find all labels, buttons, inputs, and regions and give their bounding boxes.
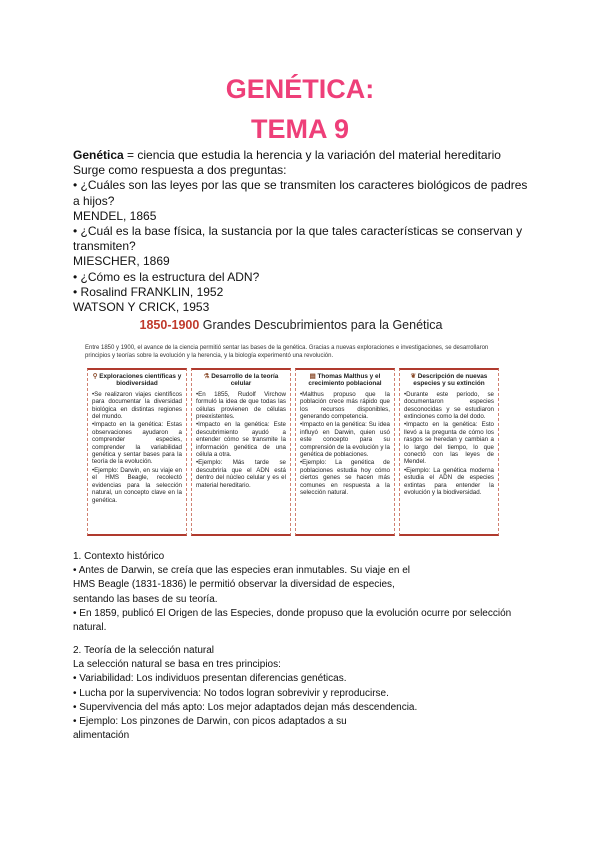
page-subtitle: TEMA 9 — [250, 114, 349, 144]
section-line: La selección natural se basa en tres principios: — [73, 659, 281, 671]
column-paragraph: •Ejemplo: La genética moderna estudia el ADN de especies extintas para entender la evolución y la biodiversidad. — [404, 466, 494, 497]
section-heading: 2. Teoría de la selección natural — [73, 645, 215, 656]
section-line: natural. — [73, 622, 107, 634]
column-heading: ▤ Thomas Malthus y el crecimiento poblacional — [308, 373, 382, 388]
section-seleccion-natural — [73, 644, 543, 743]
column-exploraciones — [87, 368, 187, 536]
column-paragraph: •Impacto en la genética: Su idea influyó en Darwin, quien usó este concepto para su comprensión de la evolución y la genética de poblaciones. — [300, 421, 390, 459]
section-line: • Supervivencia del más apto: Los mejor adaptados dejan más descendencia. — [73, 701, 418, 713]
intro-line: • Rosalind FRANKLIN, 1952 — [73, 284, 224, 299]
definition-text: = ciencia que estudia la herencia y la variación del material hereditario — [123, 148, 501, 162]
intro-line: • ¿Cuáles son las leyes por las que se transmiten los caracteres biológicos de padres a hijos? — [73, 178, 528, 208]
section-line: • Lucha por la supervivencia: No todos logran sobrevivir y reproducirse. — [73, 687, 389, 699]
infographic-columns — [87, 368, 499, 536]
column-especies — [399, 368, 499, 536]
intro-line: MENDEL, 1865 — [73, 208, 157, 223]
column-heading: ❦ Descripción de nuevas especies y su extinción — [410, 373, 488, 388]
microscope-icon: ⚗ — [203, 373, 212, 380]
column-paragraph: •En 1855, Rudolf Virchow formuló la idea de que todas las células provienen de células preexistentes. — [196, 390, 286, 421]
section-line: • Antes de Darwin, se creía que las especies eran inmutables. Su viaje en el — [73, 565, 411, 577]
column-teoria-celular — [191, 368, 291, 536]
intro-line: • ¿Cómo es la estructura del ADN? — [73, 269, 260, 284]
column-heading: ⚗ Desarrollo de la teoría celular — [203, 373, 279, 388]
column-malthus — [295, 368, 395, 536]
column-paragraph: •Malthus propuso que la población crece más rápido que los recursos disponibles, generando competencia. — [300, 390, 390, 421]
column-paragraph: •Durante este período, se documentaron especies desconocidas y se estudiaron extinciones como la del dodo. — [404, 390, 494, 421]
intro-line: MIESCHER, 1869 — [73, 254, 170, 269]
page-title: GENÉTICA: — [225, 74, 375, 104]
column-paragraph: •Ejemplo: La genética de poblaciones estudia hoy cómo ciertos genes se hacen más comunes en respuesta a la selección natural. — [300, 459, 390, 497]
intro-line: Surge como respuesta a dos preguntas: — [73, 163, 287, 178]
column-heading: ⚲ Exploraciones científicas y biodiversidad — [92, 373, 182, 388]
column-paragraph: •Impacto en la genética: Estas observaciones ayudaron a comprender especies, comprender la variabilidad genética y sentar bases para la teoría de la evolución. — [92, 421, 182, 466]
definition-term: Genética — [73, 148, 124, 162]
column-paragraph: •Ejemplo: Darwin, en su viaje en el HMS Beagle, recolectó evidencias para la selección natural, un concepto clave en la genética. — [92, 466, 182, 504]
infographic-years: 1850-1900 — [139, 318, 200, 332]
section-line: sentando las bases de su teoría. — [73, 593, 218, 605]
column-paragraph: •Ejemplo: Más tarde se descubriría que el ADN está dentro del núcleo celular y es el material hereditario. — [196, 459, 286, 489]
section-contexto-historico — [73, 550, 543, 635]
magnifier-icon: ⚲ — [92, 373, 100, 380]
column-paragraph: •Se realizaron viajes científicos para documentar la diversidad biológica en distintas regiones del mundo. — [92, 390, 182, 421]
section-heading: 1. Contexto histórico — [73, 551, 165, 562]
column-paragraph: •Impacto en la genética: Este descubrimiento ayudó a entender cómo se transmite la información genética de una célula a otra. — [196, 421, 286, 459]
section-line: • Ejemplo: Los pinzones de Darwin, con picos adaptados a su — [73, 716, 347, 728]
section-line: • En 1859, publicó El Origen de las Especies, donde propuso que la evolución ocurre por selección — [73, 607, 512, 619]
section-line: HMS Beagle (1831-1836) le permitió observar la diversidad de especies, — [73, 579, 395, 591]
section-line: • Variabilidad: Los individuos presentan diferencias genéticas. — [73, 673, 347, 685]
book-icon: ▤ — [309, 373, 318, 380]
infographic-title-text: Grandes Descubrimientos para la Genética — [199, 318, 443, 332]
column-paragraph: •Impacto en la genética: Esto llevó a la pregunta de cómo los rasgos se heredan y cambian a lo largo del tiempo, lo que conectó con las leyes de Mendel. — [404, 421, 494, 466]
intro-line: WATSON Y CRICK, 1953 — [73, 300, 210, 315]
intro-line: • ¿Cuál es la base física, la sustancia por la que tales características se conservan y transmiten? — [73, 224, 523, 254]
definition-line — [73, 148, 533, 163]
intro-block — [73, 148, 533, 315]
leaf-icon: ❦ — [410, 373, 418, 380]
infographic-subtitle: Entre 1850 y 1900, el avance de la ciencia permitió sentar las bases de la genética. Gracias a nuevas exploraciones e investigaciones, se desarrollaron principios y teorías sobre la evolución y la herencia, y la biología experimentó una revolución. — [85, 345, 489, 359]
infographic-title — [73, 318, 509, 332]
discoveries-infographic — [73, 312, 509, 540]
section-line: alimentación — [73, 730, 130, 742]
